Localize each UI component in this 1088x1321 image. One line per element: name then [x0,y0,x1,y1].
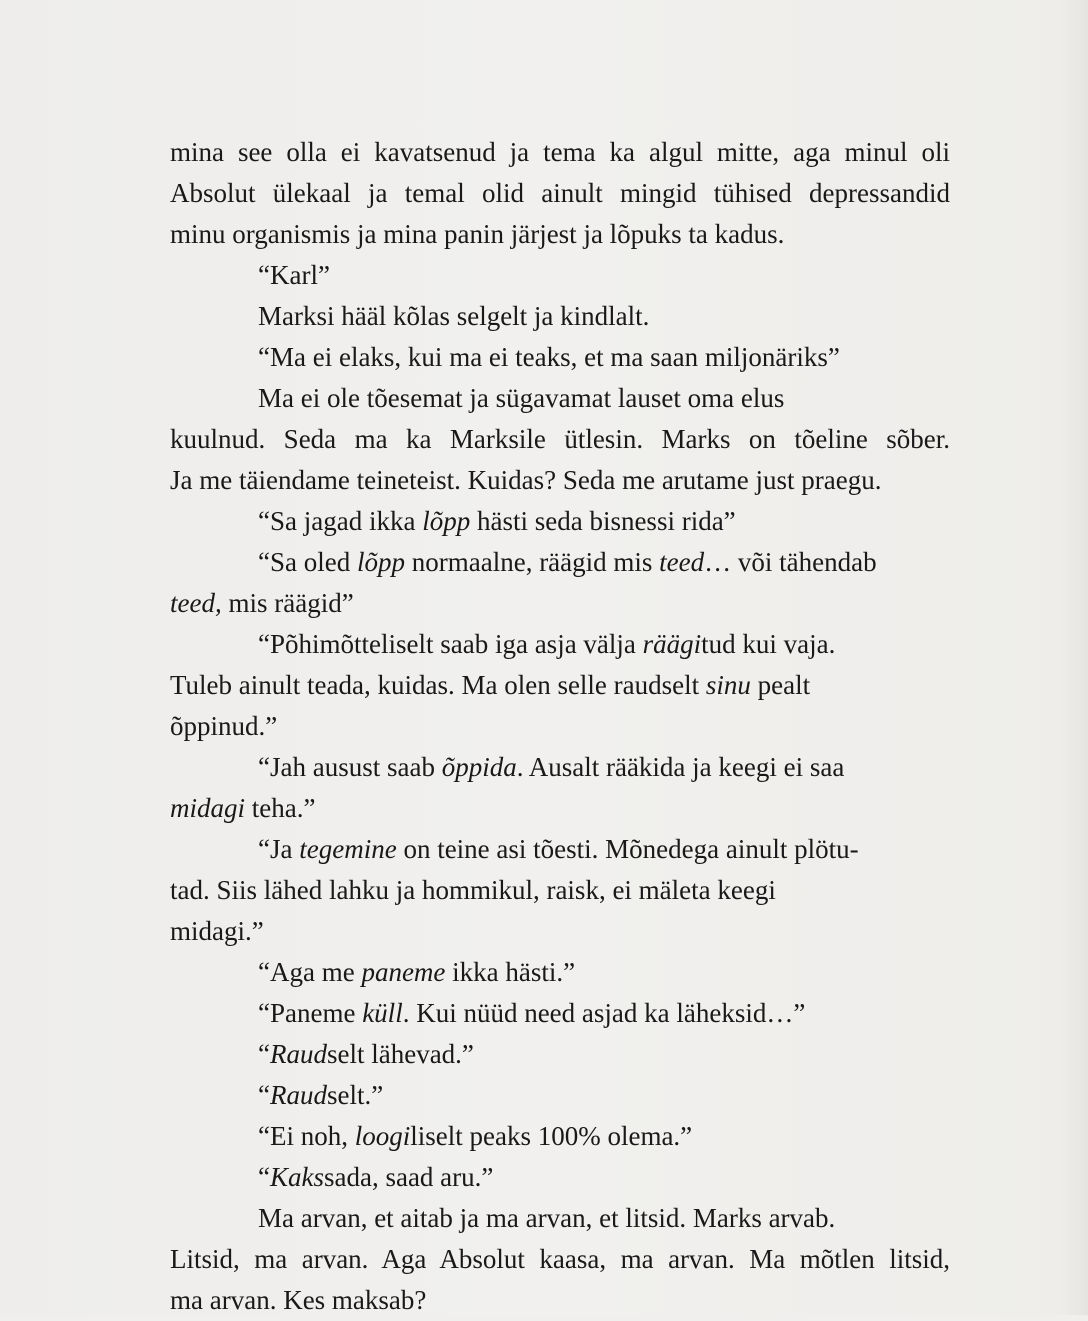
text-line [170,1075,970,1116]
text-line [170,255,970,296]
italic-text: midagi [170,793,246,823]
text-span: “Ma ei elaks, kui ma ei teaks, et ma saan miljonäriks” [258,342,840,372]
italic-text: teed [659,547,705,577]
text-line [170,337,970,378]
text-span: “Ja [258,834,300,864]
italic-text: lõpp [422,506,471,536]
text-span: õppinud.” [170,711,278,741]
text-span: midagi.” [170,916,264,946]
text-line [170,706,970,747]
text-line [170,1116,970,1157]
text-span: minu organismis ja mina panin järjest ja lõpuks ta kadus. [170,219,785,249]
text-line [170,1239,950,1280]
italic-text: Kaks [269,1162,324,1192]
text-span: hästi seda bisnessi rida” [470,506,736,536]
text-line [170,788,970,829]
text-line [170,214,970,255]
text-span: “Paneme [258,998,363,1028]
text-span: selt lähevad.” [326,1039,474,1069]
text-span: “Aga me [258,957,362,987]
text-span: . Ausalt rääkida ja keegi ei saa [516,752,845,782]
text-line [170,1198,970,1239]
text-line [170,624,970,665]
italic-text: lõpp [356,547,405,577]
text-span: “ [258,1162,270,1192]
text-span: Ma arvan, et aitab ja ma arvan, et litsid. Marks arvab. [258,1203,836,1233]
text-span: mis räägid” [221,588,354,618]
text-span: liselt peaks 100% olema.” [410,1121,693,1151]
italic-text: küll [362,998,403,1028]
text-span: . Kui nüüd need asjad ka läheksid…” [402,998,806,1028]
text-span: normaalne, räägid mis [405,547,660,577]
text-line [170,542,970,583]
italic-text: õppida [441,752,517,782]
italic-text: tegemine [299,834,397,864]
text-span: Ja me täiendame teineteist. Kuidas? Seda me arutame just praegu. [170,465,882,495]
text-span: Absolut ülekaal ja temal olid ainult mingid tühised depressandid [170,178,950,208]
text-span: “Karl” [258,260,330,290]
text-span: kuulnud. Seda ma ka Marksile ütlesin. Marks on tõeline sõber. [170,424,950,454]
text-line [170,132,950,173]
text-line [170,870,970,911]
text-line [170,419,950,460]
italic-text: teed, [170,588,222,618]
text-span: mina see olla ei kavatsenud ja tema ka algul mitte, aga minul oli [170,137,950,167]
text-line [170,952,970,993]
text-line [170,1157,970,1198]
text-span: pealt [750,670,811,700]
italic-text: loogi [354,1121,411,1151]
italic-text: paneme [361,957,446,987]
text-line [170,378,970,419]
text-line [170,993,970,1034]
italic-text: Raud [269,1080,327,1110]
text-line [170,665,970,706]
text-span: “Sa jagad ikka [258,506,423,536]
text-span: “Ei noh, [258,1121,355,1151]
text-span: selt.” [326,1080,384,1110]
text-span: “ [258,1039,270,1069]
text-line [170,296,970,337]
text-span: Ma ei ole tõesemat ja sügavamat lauset oma elus [258,383,785,413]
text-span: teha.” [245,793,316,823]
text-line [170,1034,970,1075]
text-span: Litsid, ma arvan. Aga Absolut kaasa, ma arvan. Ma mõtlen litsid, [170,1244,950,1274]
italic-text: räägi [642,629,702,659]
text-span: on teine asi tõesti. Mõnedega ainult plötu- [396,834,859,864]
text-line [170,583,970,624]
text-line [170,829,970,870]
text-span: ma arvan. Kes maksab? [170,1285,427,1315]
body-text [170,132,970,1321]
text-span: tad. Siis lähed lahku ja hommikul, raisk, ei mäleta keegi [170,875,776,905]
text-span: “Põhimõtteliselt saab iga asja välja [258,629,643,659]
text-line [170,460,970,501]
text-span: “ [258,1080,270,1110]
text-span: “Jah ausust saab [258,752,442,782]
text-line [170,911,970,952]
text-span: tud kui vaja. [701,629,836,659]
italic-text: sinu [705,670,751,700]
text-span: Marksi hääl kõlas selgelt ja kindlalt. [258,301,650,331]
text-line [170,173,950,214]
text-span: sada, saad aru.” [323,1162,494,1192]
text-line [170,501,970,542]
italic-text: Raud [269,1039,327,1069]
text-span: ikka hästi.” [445,957,576,987]
text-line [170,747,970,788]
text-span: “Sa oled [258,547,357,577]
text-span: … või tähendab [704,547,877,577]
text-span: Tuleb ainult teada, kuidas. Ma olen selle raudselt [170,670,706,700]
